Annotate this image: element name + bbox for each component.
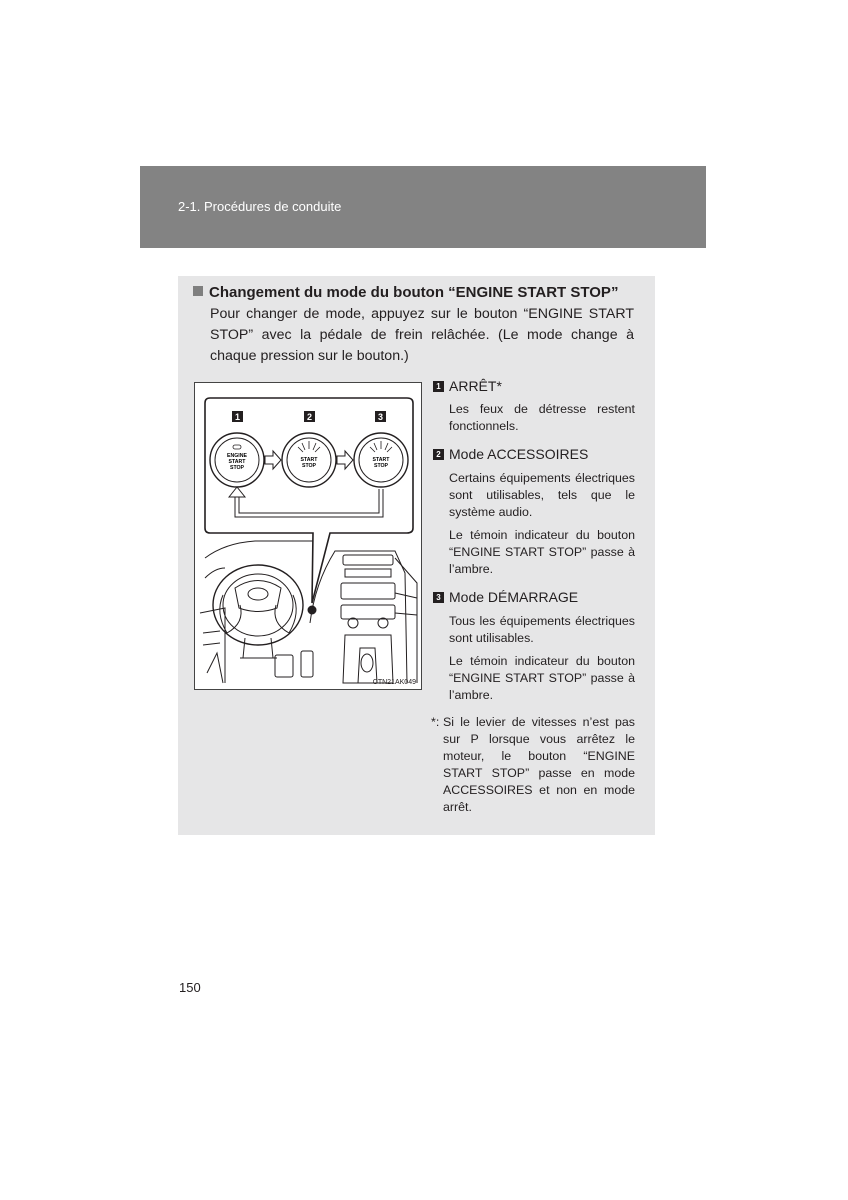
step-number-3: 3 [377, 412, 384, 422]
section-header-band [140, 166, 706, 248]
mode-item [433, 444, 635, 578]
square-bullet-icon [193, 286, 203, 296]
svg-text:START: START [372, 457, 390, 463]
illustration-svg [195, 383, 421, 689]
mode-description: Le témoin indicateur du bouton “ENGINE START STOP” passe à l’ambre. [449, 654, 635, 702]
mode-title-text: ARRÊT* [449, 378, 502, 394]
mode-description: Certains équipements électriques sont utilisables, tels que le système audio. [449, 471, 635, 519]
mode-title [433, 587, 635, 607]
mode-number-badge: 1 [433, 381, 444, 392]
svg-text:START: START [228, 459, 246, 465]
engine-button-ignition [354, 433, 408, 487]
svg-text:STOP: STOP [229, 465, 245, 471]
mode-item [433, 587, 635, 704]
step-number-2: 2 [306, 412, 313, 422]
mode-number-badge: 2 [433, 449, 444, 460]
step-number-1: 1 [234, 412, 241, 422]
svg-text:STOP: STOP [301, 463, 317, 469]
mode-description: Les feux de détresse restent fonctionnels. [449, 402, 635, 433]
section-heading-text: Changement du mode du bouton “ENGINE START STOP” [209, 284, 619, 301]
footnote-marker: *: [431, 715, 440, 729]
svg-text:ENGINE: ENGINE [227, 453, 247, 459]
page-number: 150 [179, 980, 201, 995]
footnote [431, 714, 635, 816]
svg-text:STOP: STOP [373, 463, 389, 469]
intro-paragraph: Pour changer de mode, appuyez sur le bouton “ENGINE START STOP” avec la pédale de frein relâchée. (Le mode change à chaque pression sur le bouton.) [210, 306, 634, 364]
content-panel [178, 276, 655, 835]
engine-button-accessory [282, 433, 336, 487]
mode-number-badge: 3 [433, 592, 444, 603]
section-heading [193, 284, 618, 301]
mode-description: Tous les équipements électriques sont utilisables. [449, 614, 635, 645]
svg-text:START: START [300, 457, 318, 463]
engine-button-illustration [194, 382, 422, 690]
mode-title-text: Mode DÉMARRAGE [449, 589, 579, 605]
mode-description: Le témoin indicateur du bouton “ENGINE START STOP” passe à l’ambre. [449, 528, 635, 576]
mode-title [433, 444, 635, 464]
mode-list [433, 376, 635, 816]
engine-button-off [210, 433, 264, 487]
figure-code: CTN21AK049 [372, 679, 416, 686]
dashboard-drawing [200, 541, 417, 683]
mode-title [433, 376, 635, 396]
mode-title-text: Mode ACCESSOIRES [449, 446, 589, 462]
section-title: 2-1. Procédures de conduite [178, 199, 342, 214]
mode-item [433, 376, 635, 435]
footnote-text: Si le levier de vitesses n’est pas sur P lorsque vous arrêtez le moteur, le bouton “ENGINE START STOP” passe en mode ACCESSOIRES et non en mode arrêt. [443, 715, 635, 814]
